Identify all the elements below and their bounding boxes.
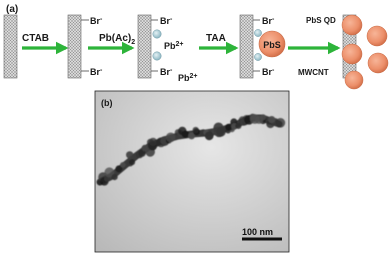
tem-nanoparticle [217, 127, 226, 136]
tem-nanoparticle [126, 151, 133, 158]
panel-a-label: (a) [6, 4, 19, 15]
tem-nanoparticle [268, 116, 275, 123]
scale-bar-label: 100 nm [242, 227, 274, 237]
pbs-qd-sphere [342, 44, 362, 64]
tem-nanoparticle [260, 114, 266, 120]
pbs-qd-sphere [367, 26, 387, 46]
nanotube-pb-adsorbed [138, 15, 151, 78]
step-pb-acetate-label: $Pb(Ac)_2$ [99, 33, 136, 46]
bromide-ion-label: Br- [160, 16, 173, 26]
pbs-qd-sphere [345, 71, 363, 89]
tem-nanoparticle [149, 138, 157, 146]
lead-ion-sphere [254, 53, 261, 60]
step-taa-label: TAA [206, 33, 226, 44]
step-ctab-label: CTAB [22, 33, 50, 44]
tem-nanoparticle [193, 127, 199, 133]
tem-nanoparticle [182, 131, 189, 138]
bromide-ion-label: Br- [160, 67, 173, 77]
lead-ion-sphere [254, 29, 261, 36]
lead-ion-label: $Pb^{2+}$ [178, 73, 198, 83]
tem-micrograph [95, 91, 289, 252]
nanotube-pbs-nucleation [240, 15, 253, 78]
lead-ion-label: $Pb^{2+}$ [164, 41, 184, 51]
lead-ion-sphere [153, 30, 161, 38]
tem-nanoparticle [166, 133, 176, 143]
pbs-particle-label: PbS [263, 40, 281, 50]
pbs-qd-label: PbS QD [306, 16, 336, 25]
lead-ion-sphere [153, 52, 161, 60]
bromide-ion-label: Br- [262, 67, 275, 77]
mwcnt-label: MWCNT [298, 68, 329, 77]
nanotube-ctab [68, 15, 81, 78]
panel-b-label: (b) [101, 98, 113, 108]
pbs-qd-sphere [368, 53, 388, 73]
tem-nanoparticle [129, 159, 135, 165]
bromide-ion-label: Br- [90, 67, 103, 77]
pbs-qd-sphere [342, 15, 362, 35]
tem-nanoparticle [276, 118, 286, 128]
tem-nanoparticle [112, 174, 118, 180]
bromide-ion-label: Br- [262, 16, 275, 26]
nanotube-bare [4, 15, 17, 78]
bromide-ion-label: Br- [90, 16, 103, 26]
tem-nanoparticle [225, 124, 232, 131]
tem-nanoparticle [120, 162, 126, 168]
